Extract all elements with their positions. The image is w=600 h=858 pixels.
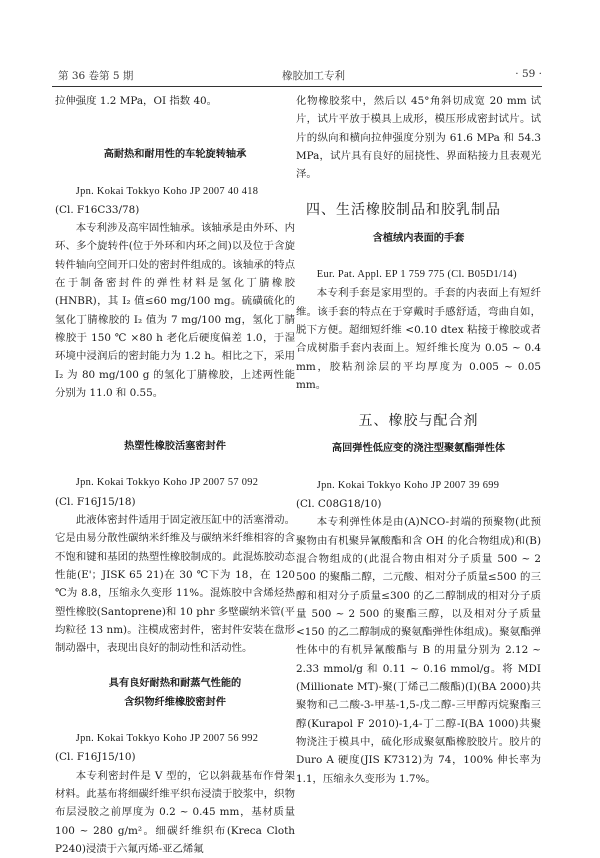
article-title: 高回弹性低应变的浇注型聚氨酯弹性体 [331,443,506,455]
patent-reference: Jpn. Kokai Tokkyo Koho JP 2007 39 699 [316,479,500,491]
section-heading-4: 四、生活橡胶制品和胶乳制品 [306,202,501,219]
article-glove [296,230,541,394]
continued-text: 化物橡胶浆中，然后以 45°角斜切成宽 20 mm 试片，试片平放于模具上成形，模压形成密封试片。试片的纵向和横向拉伸强度分别为 61.6 MPa 和 54.3 MPa，试片具有良好的屈挠性、界面粘接力且表观光泽。 [296,95,541,181]
right-column [296,92,541,788]
article-body: 本专利密封件是 V 型的，它以斜裁基布作骨架材料。此基布将细碳纤维平织布浸渍于胶浆中，织物布层浸胶之前厚度为 0.2 ~ 0.45 mm，基材质量 100 ~ 280 g/m²。细碳纤维织布(Kreca Cloth P240)浸渍于六氟丙烯-亚乙烯氟 [55,769,295,855]
article-body: 本专利弹性体是由(A)NCO-封端的预聚物(此预聚物由有机聚异氰酸酯和含 OH 的化合物组成)和(B)混合物组成的(此混合物由相对分子质量 500 ~ 2 500 的聚酯二醇，二元酸、相对分子质量≤500 的三醇和相对分子质量≤300 的乙二醇制成的相对分子质量 500 ~ 2 500 的聚酯三醇，以及相对分子质量 <150 的乙二醇制成的聚氨酯弹性体组成)。聚氨酯弹性体中的有机异氰酸酯与 B 的用量分别为 2.12 ~ 2.33 mmol/g 和 0.11 ~ 0.16 mmol/g。将 MDI (Millionate MT)-聚(丁烯己二酸酯)(I)(BA 2000)共聚物和己二酸-3-甲基-1,5-戊二醇-三甲醇丙烷聚酯三醇(Kurapol F 2010)-1,4-丁二醇-I(BA 1000)共聚物浇注于模具中，硫化形成聚氨酯橡胶胶片。胶片的 Duro A 硬度(JIS K7312)为 74，100% 伸长率为 1.1，压缩永久变形为 1.7%。 [296,516,541,785]
article-title: 含植绒内表面的手套 [372,232,465,244]
page-header [52,68,542,84]
article-title-line1: 具有良好耐热和耐蒸气性能的 [108,678,242,690]
article-fabric-seal [55,675,295,858]
patent-classification: (Cl. C08G18/10) [296,498,382,511]
patent-classification: (Cl. F16J15/10) [55,751,136,764]
article-title-line2: 含织物纤维橡胶密封件 [124,696,226,708]
patent-reference: Jpn. Kokai Tokkyo Koho JP 2007 57 092 [75,477,259,489]
patent-reference: Jpn. Kokai Tokkyo Koho JP 2007 40 418 [75,185,259,197]
left-column [55,92,295,858]
header-divider [52,86,542,87]
article-title: 高耐热和耐用性的车轮旋转轴承 [103,149,247,161]
page-number: · 59 · [515,68,542,80]
patent-reference: Eur. Pat. Appl. EP 1 759 775 (Cl. B05D1/14) [316,269,517,281]
patent-classification: (Cl. F16C33/78) [55,203,140,216]
article-piston-seal [55,438,295,657]
patent-classification: (Cl. F16J15/18) [55,495,136,508]
article-body: 此液体密封件适用于固定液压缸中的活塞滑动。它是由易分散性碳纳米纤维及与碳纳米纤维相容的含不饱和键和基团的热塑性橡胶制成的。此混炼胶动态性能(E'；JISK 65 21)在 30 ℃下为 18，在 120 ℃为 8.8，压缩永久变形 11%。混炼胶中含烯烃热塑性橡胶(Santoprene)和 10 phr 多壁碳纳米管(平均粒径 13 nm)。注模成密封件，密封件安装在盘形制动器中，表现出良好的制动性和活动性。 [55,514,295,655]
article-body: 本专利手套是家用型的。手套的内表面上有短纤维。该手套的特点在于穿戴时手感舒适，弯曲自如，脱下方便。超细短纤维 <0.10 dtex 粘接于橡胶或者合成树脂手套内表面上。短纤维长度为 0.05 ~ 0.4 mm，胶粘剂涂层的平均厚度为 0.005 ~ 0.05 mm。 [296,287,541,391]
article-body: 本专利涉及高牢固性轴承。该轴承是由外环、内环、多个旋转件(位于外环和内环之间)以及位于含旋转件轴向空间开口处的密封件组成的。该轴承的特点在于制备密封件的弹性材料是氢化丁腈橡胶(HNBR)，其 I₂ 值≤60 mg/100 mg。硫磺硫化的氢化丁腈橡胶的 I₂ 值为 7 mg/100 mg，氢化丁腈橡胶于 150 ℃ ×80 h 老化后硬度偏差 1.0，于湿环境中浸润后的密封能力为 1.2 h。相比之下，采用 I₂ 为 80 mg/100 g 的氢化丁腈橡胶，上述两性能分别为 11.0 和 0.55。 [55,222,295,399]
article-title: 热塑性橡胶活塞密封件 [124,441,226,453]
article-bearing [55,146,295,402]
article-polyurethane [296,440,541,787]
patent-reference: Jpn. Kokai Tokkyo Koho JP 2007 56 992 [75,733,259,745]
journal-section-title: 橡胶加工专利 [282,70,345,82]
continued-text: 拉伸强度 1.2 MPa，OI 指数 40。 [55,95,218,107]
section-heading-5: 五、橡胶与配合剂 [358,413,479,430]
volume-issue: 第 36 卷第 5 期 [58,70,134,82]
